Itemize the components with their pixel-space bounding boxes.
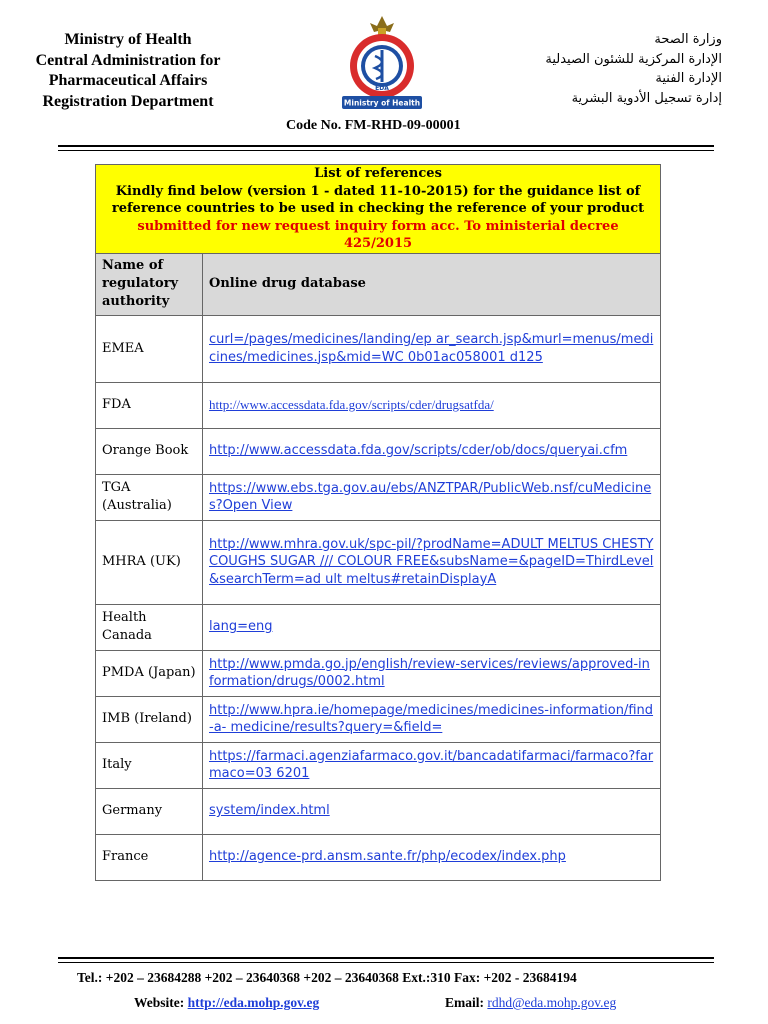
authority-name: France xyxy=(96,834,203,880)
column-header-database: Online drug database xyxy=(203,253,661,315)
logo-caption: Ministry of Health xyxy=(343,98,421,108)
database-cell xyxy=(203,604,661,650)
database-link[interactable]: http://www.pmda.go.jp/english/review-services/reviews/approved-information/drugs/0002.html xyxy=(209,656,650,689)
table-row xyxy=(96,788,661,834)
column-header-authority: Name of regulatory authority xyxy=(96,253,203,315)
footer-email xyxy=(445,995,616,1011)
english-header xyxy=(8,30,248,112)
authority-name: FDA xyxy=(96,382,203,428)
authority-name: Health Canada xyxy=(96,604,203,650)
database-cell xyxy=(203,382,661,428)
footer-contact-line: Tel.: +202 – 23684288 +202 – 23640368 +202 – 23640368 Ext.:310 Fax: +202 - 23684194 xyxy=(77,970,577,985)
database-link[interactable]: system/index.html xyxy=(209,803,330,819)
notice-cell xyxy=(96,165,661,254)
table-row xyxy=(96,604,661,650)
footer-website xyxy=(134,995,319,1011)
database-link[interactable]: https://farmaci.agenziafarmaco.gov.it/bancadatifarmaci/farmaco?farmaco=03 6201 xyxy=(209,748,654,781)
table-row xyxy=(96,696,661,742)
arabic-header xyxy=(520,30,722,108)
database-link[interactable]: curl=/pages/medicines/landing/ep ar_search.jsp&murl=menus/medicines/medicines.jsp&mid=WC 0b01ac058001 d125 xyxy=(209,332,654,365)
code-number: Code No. FM-RHD-09-00001 xyxy=(286,118,461,133)
notice-text: Kindly find below (version 1 - dated 11-10-2015) for the guidance list of reference countries to be used in checking the reference of your product xyxy=(111,183,645,216)
arabic-line-3: الإدارة الفنية xyxy=(655,71,722,86)
footer-divider-thin xyxy=(58,962,714,963)
central-admin-line: Central Administration for xyxy=(35,51,221,69)
authority-name: MHRA (UK) xyxy=(96,520,203,604)
database-link[interactable]: http://www.accessdata.fda.gov/scripts/cder/drugsatfda/ xyxy=(209,397,494,412)
pharma-affairs-line: Pharmaceutical Affairs xyxy=(48,72,208,89)
email-label: Email: xyxy=(445,995,484,1010)
table-row xyxy=(96,520,661,604)
website-link[interactable]: http://eda.mohp.gov.eg xyxy=(187,995,320,1010)
database-cell xyxy=(203,742,661,788)
database-cell xyxy=(203,315,661,382)
registration-dept-line: Registration Department xyxy=(42,92,214,110)
ministry-line: Ministry of Health xyxy=(64,31,192,48)
database-link[interactable]: https://www.ebs.tga.gov.au/ebs/ANZTPAR/PublicWeb.nsf/cuMedicines?Open View xyxy=(209,480,652,513)
database-cell xyxy=(203,428,661,474)
arabic-line-4: إدارة تسجيل الأدوية البشرية xyxy=(571,90,722,106)
database-cell xyxy=(203,474,661,520)
authority-name: TGA (Australia) xyxy=(96,474,203,520)
ministry-logo xyxy=(340,14,424,114)
database-cell xyxy=(203,520,661,604)
notice-body xyxy=(110,183,646,253)
authority-name: Italy xyxy=(96,742,203,788)
table-row xyxy=(96,382,661,428)
database-link[interactable]: http://www.accessdata.fda.gov/scripts/cder/ob/docs/queryai.cfm xyxy=(209,443,628,459)
table-row xyxy=(96,742,661,788)
notice-title: List of references xyxy=(314,166,442,181)
notice-row xyxy=(96,165,661,254)
table-row xyxy=(96,474,661,520)
notice-highlight: submitted for new request inquiry form acc. To ministerial decree 425/2015 xyxy=(137,218,619,251)
header-divider xyxy=(58,145,714,147)
authority-name: IMB (Ireland) xyxy=(96,696,203,742)
authority-name: EMEA xyxy=(96,315,203,382)
authority-name: Orange Book xyxy=(96,428,203,474)
table-row xyxy=(96,834,661,880)
arabic-line-1: وزارة الصحة xyxy=(654,32,722,47)
footer-divider xyxy=(58,957,714,959)
authority-name: PMDA (Japan) xyxy=(96,650,203,696)
references-table xyxy=(95,164,661,881)
database-link[interactable]: lang=eng xyxy=(209,619,273,635)
eagle-icon xyxy=(370,16,394,36)
database-link[interactable]: http://agence-prd.ansm.sante.fr/php/ecodex/index.php xyxy=(209,849,566,865)
header-divider-thin xyxy=(58,150,714,151)
authority-name: Germany xyxy=(96,788,203,834)
database-cell xyxy=(203,650,661,696)
database-link[interactable]: http://www.mhra.gov.uk/spc-pil/?prodName=ADULT MELTUS CHESTY COUGHS SUGAR /// COLOUR FREE&subsName=&pageID=ThirdLevel&searchTerm=ad ult meltus#retainDisplayA xyxy=(209,536,654,587)
table-row xyxy=(96,650,661,696)
database-cell xyxy=(203,834,661,880)
table-header-row xyxy=(96,253,661,315)
website-label: Website: xyxy=(134,995,185,1010)
logo-text: EDA xyxy=(375,85,389,92)
database-cell xyxy=(203,788,661,834)
arabic-line-2: الإدارة المركزية للشئون الصيدلية xyxy=(545,51,722,67)
table-row xyxy=(96,428,661,474)
database-link[interactable]: http://www.hpra.ie/homepage/medicines/medicines-information/find-a- medicine/results?query=&field= xyxy=(209,702,654,735)
database-cell xyxy=(203,696,661,742)
email-link[interactable]: rdhd@eda.mohp.gov.eg xyxy=(487,995,617,1010)
table-row xyxy=(96,315,661,382)
